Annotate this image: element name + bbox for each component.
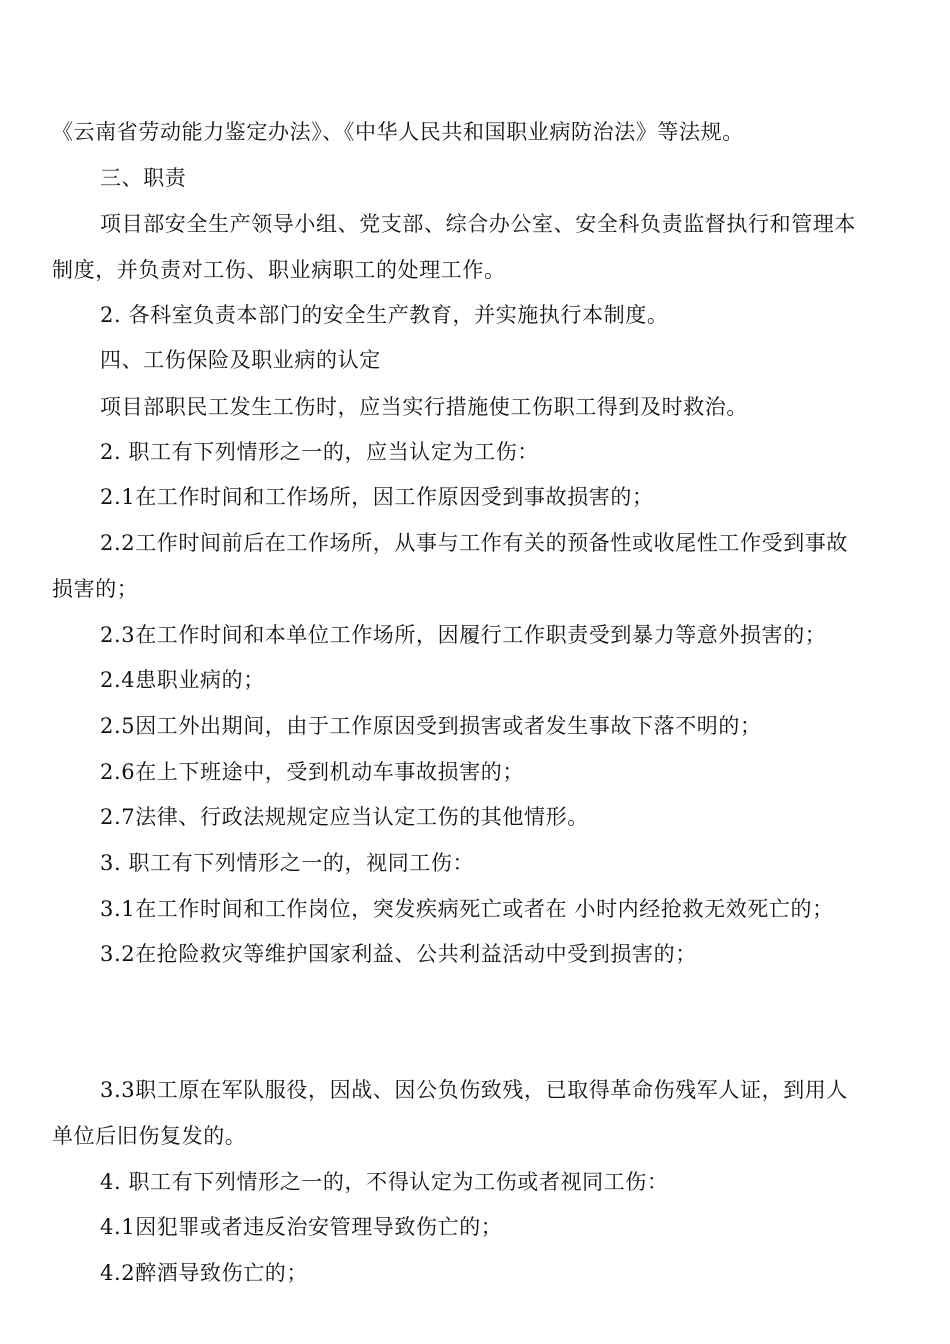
paragraph-line: 项目部安全生产领导小组、党支部、综合办公室、安全科负责监督执行和管理本	[100, 212, 856, 236]
list-item: 3.1在工作时间和工作岗位，突发疾病死亡或者在 小时内经抢救无效死亡的；	[100, 897, 834, 921]
paragraph-line: 4. 职工有下列情形之一的，不得认定为工伤或者视同工伤：	[100, 1170, 669, 1194]
list-item: 2.1在工作时间和工作场所，因工作原因受到事故损害的；	[100, 485, 654, 509]
paragraph-line: 2. 职工有下列情形之一的，应当认定为工伤：	[100, 440, 539, 464]
paragraph-line: 3. 职工有下列情形之一的，视同工伤：	[100, 851, 475, 875]
section-heading-duties: 三、职责	[100, 166, 187, 190]
list-item: 4.1因犯罪或者违反治安管理导致伤亡的；	[100, 1215, 503, 1239]
section-heading-recognition: 四、工伤保险及职业病的认定	[100, 348, 381, 372]
paragraph-line: 《云南省劳动能力鉴定办法》、《中华人民共和国职业病防治法》等法规。	[52, 120, 744, 144]
list-item-continuation: 损害的；	[52, 577, 139, 601]
list-item: 2.4患职业病的；	[100, 668, 265, 692]
list-item: 4.2醉酒导致伤亡的；	[100, 1261, 308, 1285]
list-item: 2.2工作时间前后在工作场所，从事与工作有关的预备性或收尾性工作受到事故	[100, 531, 848, 555]
list-item: 2.3在工作时间和本单位工作场所，因履行工作职责受到暴力等意外损害的；	[100, 623, 827, 647]
paragraph-line: 制度，并负责对工伤、职业病职工的处理工作。	[52, 258, 506, 282]
list-item: 2.5因工外出期间，由于工作原因受到损害或者发生事故下落不明的；	[100, 714, 762, 738]
list-item: 3.3职工原在军队服役，因战、因公负伤致残，已取得革命伤残军人证，到用人	[100, 1078, 848, 1102]
list-item: 2.7法律、行政法规规定应当认定工伤的其他情形。	[100, 805, 589, 829]
paragraph-line: 2. 各科室负责本部门的安全生产教育，并实施执行本制度。	[100, 303, 669, 327]
paragraph-line: 项目部职民工发生工伤时，应当实行措施使工伤职工得到及时救治。	[100, 395, 748, 419]
list-item: 2.6在上下班途中，受到机动车事故损害的；	[100, 760, 524, 784]
list-item: 3.2在抢险救灾等维护国家利益、公共利益活动中受到损害的；	[100, 942, 697, 966]
list-item-continuation: 单位后旧伤复发的。	[52, 1124, 247, 1148]
